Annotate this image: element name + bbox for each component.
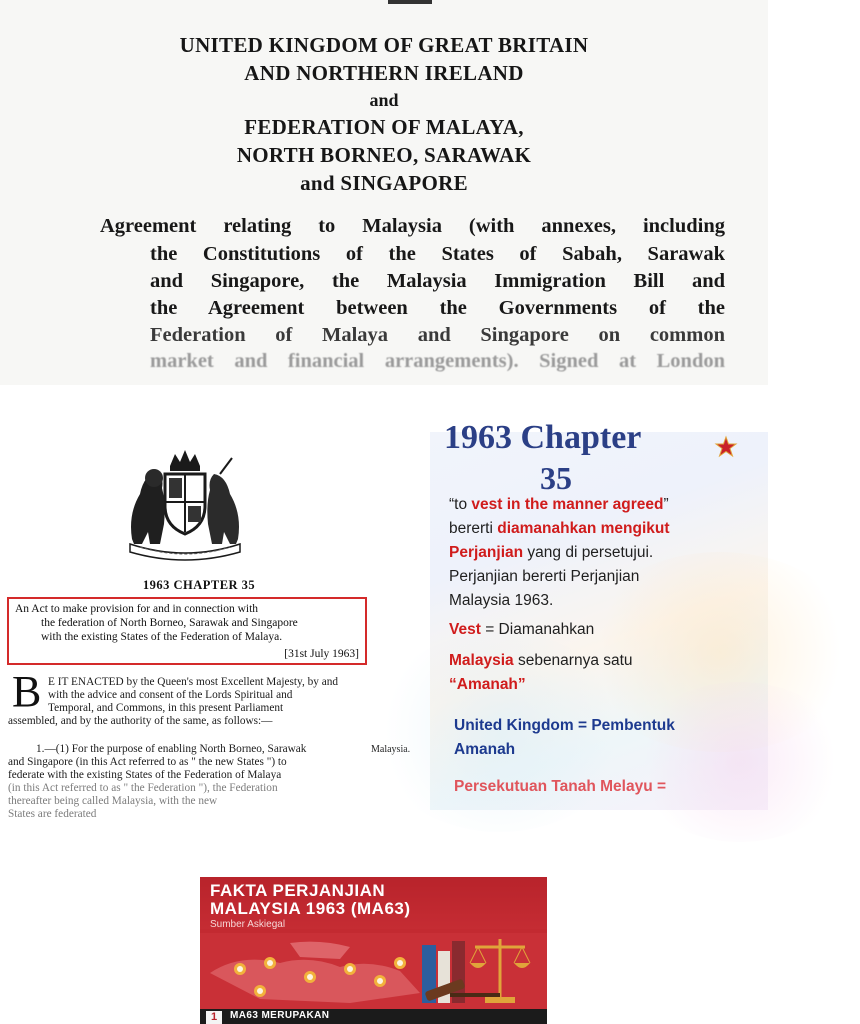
slide-line: United Kingdom = Pembentuk: [454, 717, 675, 734]
header-line: FEDERATION OF MALAYA,: [244, 115, 524, 139]
act-title-line: the federation of North Borneo, Sarawak and Singapore: [41, 617, 298, 629]
slide-text: yang di persetujui.: [523, 544, 654, 561]
slide-line: [449, 496, 669, 514]
slide-highlight: Vest: [449, 621, 481, 638]
section-line: 1.—(1) For the purpose of enabling North Borneo, Sarawak: [36, 743, 307, 755]
top-rule: [388, 0, 432, 4]
agreement-line: Agreement relating to Malaysia (with annexes, including: [100, 215, 725, 237]
enacting-line: with the advice and consent of the Lords Spiritual and: [48, 689, 293, 701]
infographic-title: FAKTA PERJANJIAN: [210, 881, 386, 900]
slide-amanah: “Amanah”: [449, 676, 526, 693]
header-line: and SINGAPORE: [300, 171, 468, 195]
agreement-line: the Constitutions of the States of Sabah, Sarawak: [150, 243, 725, 265]
act-long-title-box: [7, 597, 367, 665]
enacting-line: Temporal, and Commons, in this present Parliament: [48, 702, 284, 714]
header-line: and: [369, 90, 399, 110]
quote-open: “to: [449, 496, 472, 513]
section-line: States are federated: [8, 808, 97, 820]
slide-line: Persekutuan Tanah Melayu =: [454, 778, 667, 795]
fact-number-badge: 1: [206, 1011, 222, 1024]
slide-text: sebenarnya satu: [513, 652, 633, 669]
slide-highlight: diamanahkan mengikut: [497, 520, 670, 537]
act-chapter-heading: 1963 CHAPTER 35: [142, 578, 256, 592]
agreement-line: the Agreement between the Governments of the: [150, 297, 725, 319]
header-line: NORTH BORNEO, SARAWAK: [236, 143, 532, 167]
royal-coat-of-arms-icon: [120, 444, 250, 562]
quote-close: ”: [663, 496, 669, 513]
agreement-line: and Singapore, the Malaysia Immigration Bill and: [150, 270, 725, 292]
emblem-icon: [715, 436, 737, 458]
agreement-line: Federation of Malaya and Singapore on common: [150, 324, 725, 346]
slide-text: bererti: [449, 520, 498, 537]
fact-heading: MA63 MERUPAKAN: [230, 1010, 330, 1021]
slide-title: 1963 Chapter: [444, 419, 642, 456]
act-title-line: with the existing States of the Federation of Malaya.: [41, 631, 283, 643]
slide-line: [449, 544, 653, 562]
margin-note: Malaysia.: [371, 744, 411, 755]
section-line: thereafter being called Malaysia, with the new: [8, 795, 218, 807]
section-line: federate with the existing States of the Federation of Malaya: [8, 769, 282, 781]
slide-highlight: Perjanjian: [449, 544, 524, 561]
infographic-title: MALAYSIA 1963 (MA63): [210, 899, 411, 918]
slide-highlight: Malaysia: [449, 652, 514, 669]
act-page-scan: [0, 432, 430, 820]
header-line: UNITED KINGDOM OF GREAT BRITAIN: [179, 33, 589, 57]
agreement-line: market and financial arrangements). Signed at London: [150, 350, 725, 372]
world-map-illustration-icon: [200, 933, 547, 1009]
section-line: and Singapore (in this Act referred to as " the new States ") to: [8, 756, 287, 768]
slide-line: [449, 621, 594, 639]
treaty-title-page: [0, 0, 768, 385]
explanation-slide: [430, 419, 768, 810]
slide-background-swirl: [630, 682, 850, 842]
infographic-footer: [200, 1009, 547, 1024]
quote-highlight: vest in the manner agreed: [471, 496, 664, 513]
slide-line: Perjanjian bererti Perjanjian: [449, 568, 640, 585]
slide-line: Amanah: [454, 741, 516, 758]
slide-line: [449, 652, 633, 670]
infographic-source: Sumber Askiegal: [210, 919, 286, 930]
slide-line: Malaysia 1963.: [449, 592, 554, 609]
section-line: (in this Act referred to as " the Federation "), the Federation: [8, 782, 278, 794]
enacting-line: E IT ENACTED by the Queen's most Excellent Majesty, by and: [48, 676, 339, 688]
slide-title-number: 35: [540, 460, 572, 496]
slide-line: [449, 520, 670, 538]
enacting-line: assembled, and by the authority of the same, as follows:—: [8, 715, 273, 727]
slide-text: = Diamanahkan: [480, 621, 595, 638]
drop-cap: B: [12, 667, 42, 716]
ma63-infographic: [200, 877, 547, 1024]
act-title-line: An Act to make provision for and in connection with: [15, 603, 259, 615]
header-line: AND NORTHERN IRELAND: [244, 61, 524, 85]
act-date: [31st July 1963]: [284, 648, 359, 660]
